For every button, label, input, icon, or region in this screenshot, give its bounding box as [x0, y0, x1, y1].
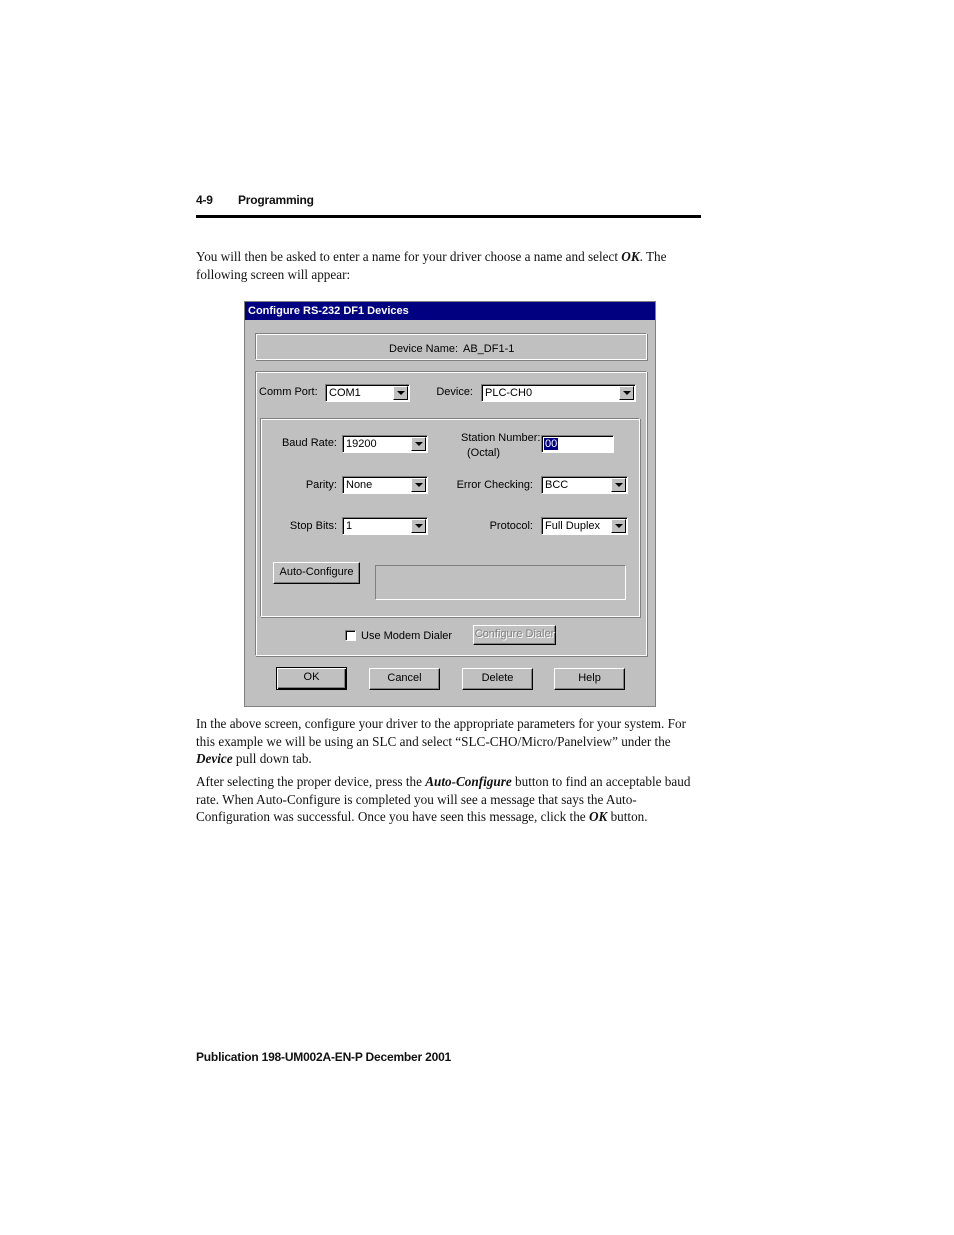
auto-configure-emphasis: Auto-Configure [425, 774, 512, 789]
stop-bits-value: 1 [346, 520, 353, 532]
header-rule [196, 215, 701, 218]
stop-bits-label: Stop Bits: [289, 520, 337, 532]
baud-rate-value: 19200 [346, 438, 377, 450]
station-number-input[interactable] [541, 435, 614, 453]
device-name-value: AB_DF1-1 [463, 343, 515, 355]
intro-text-2: . The following screen will appear: [196, 249, 667, 282]
parity-select[interactable] [342, 476, 428, 494]
baud-rate-label: Baud Rate: [281, 437, 337, 449]
device-name-label: Device Name: [389, 343, 459, 355]
comm-port-value: COM1 [329, 387, 361, 399]
error-checking-label: Error Checking: [456, 479, 533, 491]
instructions-paragraph [196, 715, 702, 768]
intro-ok-emphasis: OK [621, 249, 640, 264]
parity-label: Parity: [305, 479, 337, 491]
error-checking-select[interactable] [541, 476, 628, 494]
station-number-value: 00 [545, 438, 558, 450]
intro-text-1: You will then be asked to enter a name for your driver choose a name and select [196, 249, 622, 264]
para3-text-1: After selecting the proper device, press the [196, 774, 426, 789]
stop-bits-select[interactable] [342, 517, 428, 535]
cancel-button[interactable]: Cancel [369, 668, 440, 690]
publication-footer: Publication 198-UM002A-EN-P December 2001 [196, 1050, 452, 1064]
chevron-down-icon[interactable] [411, 437, 426, 451]
para3-text-2: button to find an acceptable baud rate. When Auto-Configure is completed you will see a message that says the Auto-Configuration was successful. Once you have seen this message, click the [196, 774, 691, 824]
protocol-value: Full Duplex [545, 520, 601, 532]
chevron-down-icon[interactable] [611, 478, 626, 492]
autoconfigure-paragraph [196, 773, 702, 826]
comm-port-label: Comm Port: [259, 386, 318, 398]
protocol-label: Protocol: [489, 520, 533, 532]
device-value: PLC-CH0 [485, 387, 533, 399]
station-number-label: Station Number: [461, 432, 541, 444]
intro-paragraph [196, 248, 702, 283]
device-label: Device: [436, 386, 473, 398]
configure-dialog [244, 301, 656, 707]
para3-text-3: button. [607, 809, 648, 824]
para2-text-1: In the above screen, configure your driver to the appropriate parameters for your system. For this example we will be using an SLC and select “SLC-CHO/Micro/Panelview” under the [196, 716, 686, 749]
auto-configure-button[interactable]: Auto-Configure [273, 562, 360, 584]
delete-button[interactable]: Delete [462, 668, 533, 690]
chevron-down-icon[interactable] [611, 519, 626, 533]
configure-dialer-button[interactable]: Configure Dialer [473, 625, 556, 645]
device-emphasis: Device [196, 751, 233, 766]
dialog-title-bar: Configure RS-232 DF1 Devices [245, 302, 655, 320]
section-title: Programming [238, 193, 314, 207]
chevron-down-icon[interactable] [411, 519, 426, 533]
protocol-select[interactable] [541, 517, 628, 535]
use-modem-dialer-label: Use Modem Dialer [361, 630, 453, 642]
use-modem-dialer-checkbox[interactable] [345, 630, 356, 641]
page-number: 4-9 [196, 193, 213, 207]
chevron-down-icon[interactable] [393, 386, 408, 400]
device-select[interactable] [481, 384, 636, 402]
parity-value: None [346, 479, 373, 491]
station-number-octal-label: (Octal) [467, 447, 500, 459]
chevron-down-icon[interactable] [411, 478, 426, 492]
help-button[interactable]: Help [554, 668, 625, 690]
para2-text-2: pull down tab. [232, 751, 312, 766]
comm-port-select[interactable] [325, 384, 410, 402]
auto-configure-status-box [375, 565, 626, 600]
ok-emphasis: OK [588, 809, 608, 824]
ok-button[interactable]: OK [276, 667, 347, 690]
baud-rate-select[interactable] [342, 435, 428, 453]
chevron-down-icon[interactable] [619, 386, 634, 400]
error-checking-value: BCC [545, 479, 569, 491]
